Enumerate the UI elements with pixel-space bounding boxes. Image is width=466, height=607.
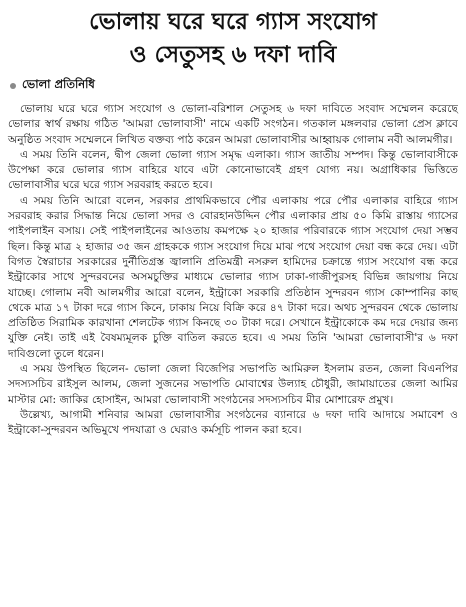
article-paragraph-2: এ সময় তিনি বলেন, দ্বীপ জেলা ভোলা গ্যাস সমৃদ্ধ এলাকা। গ্যাস জাতীয় সম্পদ। কিন্তু ভোলাবাসীকে উপেক্ষা করে ভোলার গ্যাস বাহিরে যাবে এটা কোনোভাবেই গ্রহণ যোগ্য নয়। অগ্রাধিকার ভিত্তিতে ভোলাবাসীর ঘরে ঘরে গ্যাস সরবরাহ করতে হবে। (8, 147, 458, 192)
headline-line-2: ও সেতুসহ ৬ দফা দাবি (129, 42, 337, 68)
article-paragraph-1: ভোলায় ঘরে ঘরে গ্যাস সংযোগ ও ভোলা-বরিশাল সেতুসহ ৬ দফা দাবিতে সংবাদ সম্মেলন করেছে ভোলার স্বার্থ রক্ষায় গঠিত 'আমরা ভোলাবাসী' নামে একটি সংগঠন। গতকাল মঙ্গলবার ভোলা প্রেস ক্লাবে অনুষ্ঠিত সংবাদ সম্মেলনে লিখিত বক্তব্য পাঠ করেন আমরা ভোলাবাসীর আহ্বায়ক গোলাম নবী আলমগীর। (8, 102, 458, 146)
article-paragraph-4: এ সময় উপস্থিত ছিলেন- ভোলা জেলা বিজেপির সভাপতি আমিরুল ইসলাম রতন, জেলা বিএনপির সদস্যসচিব রাইসুল আলম, জেলা সুজনের সভাপতি মোবাশ্বের উল্যাহ চৌধুরী, জামায়াতের জেলা আমির মাস্টার মো: জাকির হোসাইন, আমরা ভোলাবাসী সংগঠনের সদস্যসচিব মীর মোশারেফ প্রমুখ। (8, 362, 458, 406)
article-paragraph-3: এ সময় তিনি আরো বলেন, সরকার প্রাথমিকভাবে পৌর এলাকায় পরে পৌর এলাকার বাহিরে গ্যাস সরবরাহ করার সিদ্ধান্ত নিয়ে ভোলা সদর ও বোরহানউদ্দিন পৌর এলাকার প্রায় ৫০ কিমি রাস্তায় গ্যাসের পাইপলাইন বসায়। সেই পাইপলাইনের আওতায় কমপক্ষে ২০ হাজার পরিবারকে গ্যাস সংযোগ দেয়া সম্ভব ছিল। কিন্তু মাত্র ২ হাজার ৩৫ জন গ্রাহককে গ্যাস সংযোগ দিয়ে মাঝ পথে সংযোগ দেয়া বন্ধ করে দেয়। এটা বিগত স্বৈরাচার সরকারের দুর্নীতিগ্রস্ত জ্বালানি প্রতিমন্ত্রী নসরুল হামিদের চক্রান্তে গ্যাস সংযোগ বন্ধ করে ইন্ট্রাকোর সাথে সুন্দরবনের অসমচুক্তির মাধ্যমে ভোলার গ্যাস ঢাকা-গাজীপুরসহ বিভিন্ন জায়গায় নিয়ে যাচ্ছে। গোলাম নবী আলমগীর আরো বলেন, ইন্ট্রাকো সরকারি প্রতিষ্ঠান সুন্দরবন গ্যাস কোম্পানির কাছ থেকে মাত্র ১৭ টাকা দরে গ্যাস কিনে, ঢাকায় নিয়ে বিক্রি করে ৪৭ টাকা দরে। অথচ সুন্দরবন থেকে ভোলায় প্রতিষ্ঠিত সিরামিক কারখানা শেলটেক গ্যাস কিনছে ৩০ টাকা দরে। সেখানে ইন্ট্রাকোকে কম দরে দেয়ার জন্য যুক্তি নেই। তাই এই বৈষম্যমূলক চুক্তি বাতিল করতে হবে। এ সময় তিনি 'আমরা ভোলাবাসী'র ৬ দফা দাবিগুলো তুলে ধরেন। (8, 193, 458, 360)
article-paragraph-5: উল্লেখ্য, আগামী শনিবার আমরা ভোলাবাসীর সংগঠনের ব্যানারে ৬ দফা দাবি আদায়ে সমাবেশ ও ইন্ট্রাকো-সুন্দরবন অভিমুখে পদযাত্রা ও ঘেরাও কর্মসূচি পালন করা হবে। (8, 407, 458, 437)
article-headline (8, 6, 458, 72)
article-body (8, 101, 458, 438)
headline-line-1: ভোলায় ঘরে ঘরে গ্যাস সংযোগ (89, 9, 377, 35)
byline (8, 76, 458, 95)
bullet-icon (10, 83, 16, 89)
byline-text: ভোলা প্রতিনিধি (22, 77, 95, 91)
